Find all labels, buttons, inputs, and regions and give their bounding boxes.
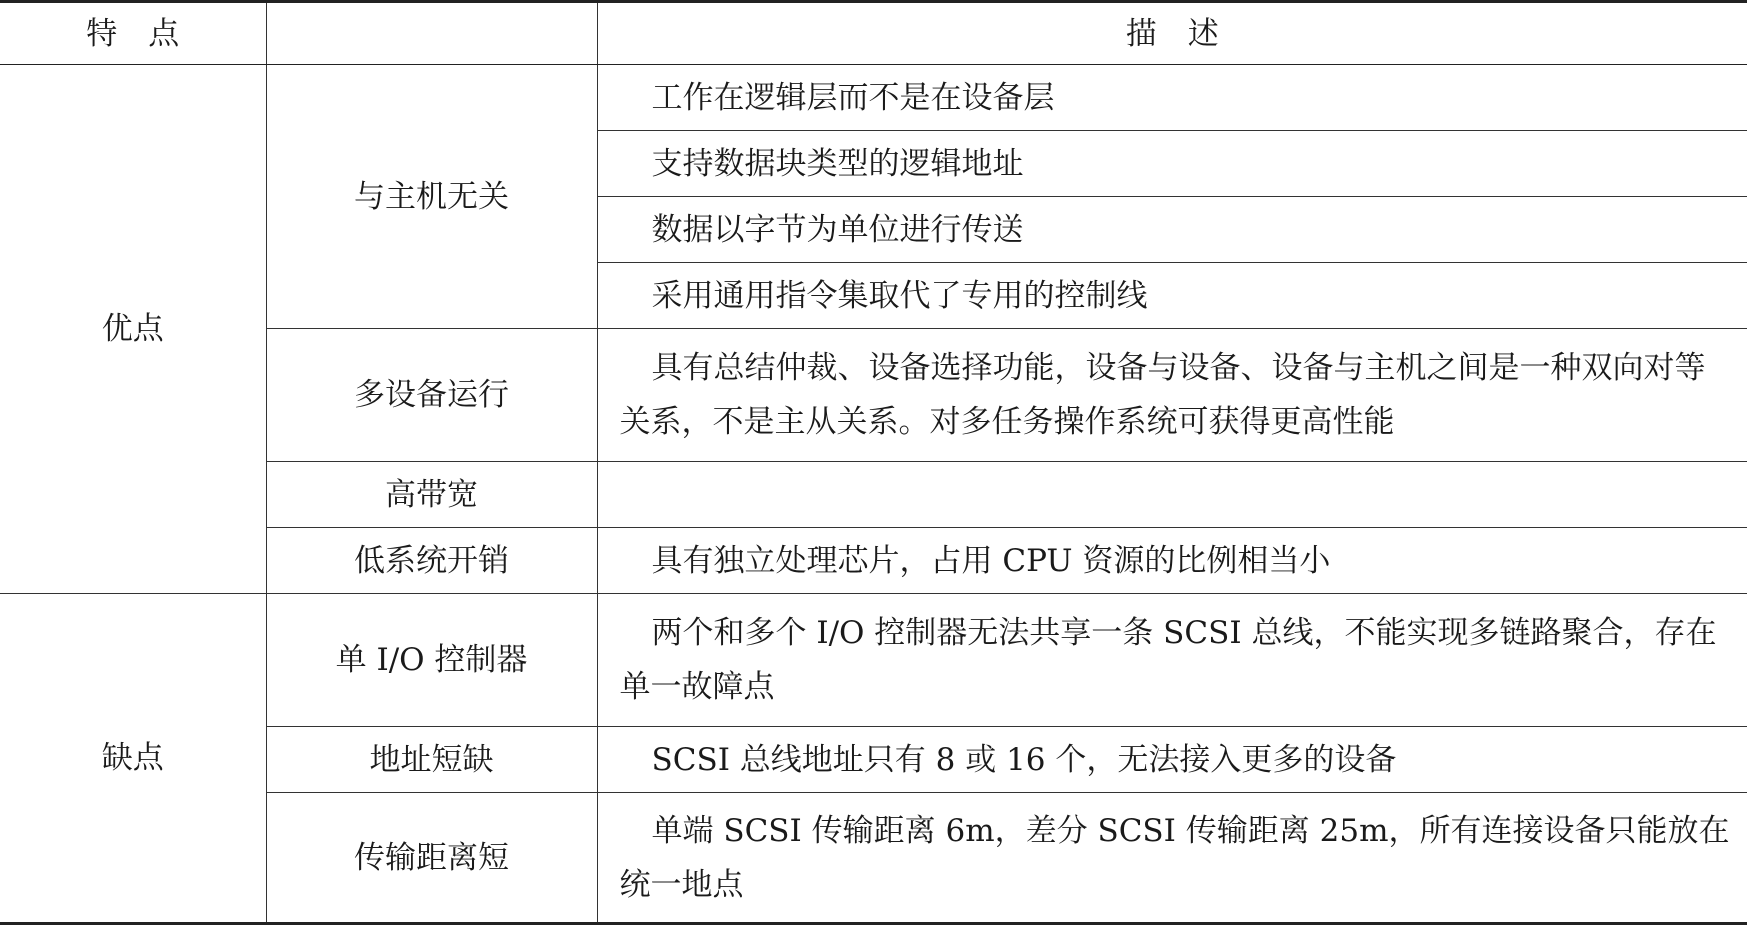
group-label-disadvantages: 缺点 [0,594,266,924]
item-name: 高带宽 [266,462,597,528]
item-name: 低系统开销 [266,528,597,594]
item-description: 单端 SCSI 传输距离 6m，差分 SCSI 传输距离 25m，所有连接设备只能放在统一地点 [597,793,1747,924]
item-name: 传输距离短 [266,793,597,924]
header-feature: 特 点 [0,2,266,65]
item-description: 两个和多个 I/O 控制器无法共享一条 SCSI 总线，不能实现多链路聚合，存在单一故障点 [597,594,1747,727]
table-row [0,65,1747,131]
item-description: 采用通用指令集取代了专用的控制线 [597,263,1747,329]
table-row [0,594,1747,727]
item-description: 支持数据块类型的逻辑地址 [597,131,1747,197]
group-label-advantages: 优点 [0,65,266,594]
table-header-row [0,2,1747,65]
header-description: 描 述 [597,2,1747,65]
item-name: 多设备运行 [266,329,597,462]
item-description: SCSI 总线地址只有 8 或 16 个，无法接入更多的设备 [597,727,1747,793]
item-description: 具有独立处理芯片，占用 CPU 资源的比例相当小 [597,528,1747,594]
item-description: 工作在逻辑层而不是在设备层 [597,65,1747,131]
header-category [266,2,597,65]
item-name: 与主机无关 [266,65,597,329]
item-description: 数据以字节为单位进行传送 [597,197,1747,263]
item-description: 具有总结仲裁、设备选择功能，设备与设备、设备与主机之间是一种双向对等关系，不是主从关系。对多任务操作系统可获得更高性能 [597,329,1747,462]
item-description [597,462,1747,528]
item-name: 地址短缺 [266,727,597,793]
item-name: 单 I/O 控制器 [266,594,597,727]
